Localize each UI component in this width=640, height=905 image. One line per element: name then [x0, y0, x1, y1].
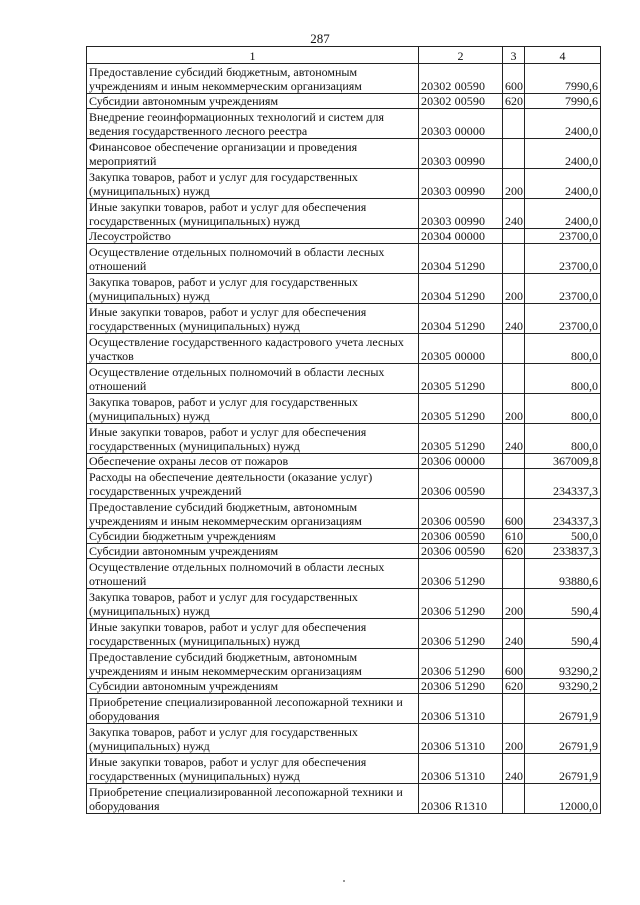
cell-expense-type: [503, 334, 525, 364]
cell-expense-type: 600: [503, 64, 525, 94]
cell-name: Иные закупки товаров, работ и услуг для обеспечения государственных (муниципальных) нужд: [87, 754, 419, 784]
cell-expense-type: 610: [503, 529, 525, 544]
cell-name: Закупка товаров, работ и услуг для государственных (муниципальных) нужд: [87, 724, 419, 754]
table-row: [87, 394, 601, 424]
table-row: [87, 64, 601, 94]
cell-expense-type: [503, 454, 525, 469]
cell-code: 20305 00000: [419, 334, 503, 364]
cell-name: Приобретение специализированной лесопожарной техники и оборудования: [87, 694, 419, 724]
cell-name: Лесоустройство: [87, 229, 419, 244]
table-row: [87, 364, 601, 394]
cell-expense-type: 200: [503, 724, 525, 754]
cell-amount: 800,0: [525, 424, 601, 454]
cell-expense-type: [503, 229, 525, 244]
cell-amount: 800,0: [525, 364, 601, 394]
header-col-1: 1: [87, 47, 419, 64]
table-row: [87, 109, 601, 139]
cell-code: 20306 00000: [419, 454, 503, 469]
cell-code: 20306 00590: [419, 529, 503, 544]
table-row: [87, 589, 601, 619]
cell-expense-type: [503, 244, 525, 274]
cell-expense-type: 240: [503, 304, 525, 334]
cell-amount: 590,4: [525, 589, 601, 619]
cell-code: 20302 00590: [419, 64, 503, 94]
cell-amount: 23700,0: [525, 274, 601, 304]
cell-name: Субсидии бюджетным учреждениям: [87, 529, 419, 544]
cell-expense-type: 600: [503, 649, 525, 679]
cell-expense-type: 620: [503, 679, 525, 694]
cell-name: Закупка товаров, работ и услуг для государственных (муниципальных) нужд: [87, 169, 419, 199]
budget-table: [86, 46, 601, 814]
cell-code: 20303 00990: [419, 139, 503, 169]
cell-amount: 93290,2: [525, 649, 601, 679]
cell-expense-type: [503, 559, 525, 589]
cell-expense-type: 200: [503, 394, 525, 424]
cell-amount: 234337,3: [525, 469, 601, 499]
cell-code: 20303 00990: [419, 169, 503, 199]
cell-amount: 233837,3: [525, 544, 601, 559]
cell-expense-type: 620: [503, 94, 525, 109]
table-row: [87, 244, 601, 274]
cell-name: Осуществление отдельных полномочий в области лесных отношений: [87, 559, 419, 589]
cell-amount: 93880,6: [525, 559, 601, 589]
cell-code: 20306 00590: [419, 469, 503, 499]
cell-code: 20306 R1310: [419, 784, 503, 814]
cell-expense-type: [503, 109, 525, 139]
cell-code: 20305 51290: [419, 424, 503, 454]
cell-name: Субсидии автономным учреждениям: [87, 679, 419, 694]
table-row: [87, 454, 601, 469]
cell-name: Расходы на обеспечение деятельности (оказание услуг) государственных учреждений: [87, 469, 419, 499]
cell-code: 20306 51310: [419, 754, 503, 784]
table-row: [87, 784, 601, 814]
cell-code: 20305 51290: [419, 364, 503, 394]
header-col-3: 3: [503, 47, 525, 64]
cell-code: 20303 00990: [419, 199, 503, 229]
table-row: [87, 469, 601, 499]
table-row: [87, 334, 601, 364]
table-row: [87, 274, 601, 304]
cell-expense-type: 600: [503, 499, 525, 529]
cell-amount: 7990,6: [525, 94, 601, 109]
table-row: [87, 754, 601, 784]
cell-name: Осуществление отдельных полномочий в области лесных отношений: [87, 244, 419, 274]
cell-amount: 500,0: [525, 529, 601, 544]
table-row: [87, 679, 601, 694]
cell-name: Внедрение геоинформационных технологий и систем для ведения государственного лесного реестра: [87, 109, 419, 139]
table-row: [87, 139, 601, 169]
cell-code: 20302 00590: [419, 94, 503, 109]
cell-name: Субсидии автономным учреждениям: [87, 544, 419, 559]
page-number: 287: [310, 31, 330, 46]
table-row: [87, 94, 601, 109]
cell-name: Финансовое обеспечение организации и проведения мероприятий: [87, 139, 419, 169]
cell-code: 20306 00590: [419, 499, 503, 529]
cell-expense-type: [503, 364, 525, 394]
cell-code: 20306 51310: [419, 724, 503, 754]
cell-amount: 2400,0: [525, 169, 601, 199]
table-row: [87, 499, 601, 529]
cell-expense-type: [503, 694, 525, 724]
cell-name: Приобретение специализированной лесопожарной техники и оборудования: [87, 784, 419, 814]
cell-code: 20306 51290: [419, 589, 503, 619]
cell-amount: 590,4: [525, 619, 601, 649]
cell-name: Осуществление отдельных полномочий в области лесных отношений: [87, 364, 419, 394]
table-row: [87, 649, 601, 679]
cell-code: 20306 51290: [419, 559, 503, 589]
header-col-2: 2: [419, 47, 503, 64]
cell-name: Иные закупки товаров, работ и услуг для обеспечения государственных (муниципальных) нужд: [87, 424, 419, 454]
cell-amount: 2400,0: [525, 199, 601, 229]
cell-amount: 367009,8: [525, 454, 601, 469]
cell-amount: 2400,0: [525, 109, 601, 139]
table-row: [87, 169, 601, 199]
cell-expense-type: 240: [503, 754, 525, 784]
table-row: [87, 424, 601, 454]
cell-expense-type: [503, 784, 525, 814]
scan-speck: [343, 880, 345, 882]
cell-code: 20303 00000: [419, 109, 503, 139]
cell-name: Субсидии автономным учреждениям: [87, 94, 419, 109]
cell-name: Закупка товаров, работ и услуг для государственных (муниципальных) нужд: [87, 274, 419, 304]
cell-code: 20306 51290: [419, 619, 503, 649]
cell-amount: 7990,6: [525, 64, 601, 94]
cell-code: 20304 00000: [419, 229, 503, 244]
cell-amount: 23700,0: [525, 229, 601, 244]
cell-expense-type: 200: [503, 169, 525, 199]
cell-name: Закупка товаров, работ и услуг для государственных (муниципальных) нужд: [87, 394, 419, 424]
cell-code: 20306 51290: [419, 649, 503, 679]
cell-name: Предоставление субсидий бюджетным, автономным учреждениям и иным некоммерческим организациям: [87, 649, 419, 679]
cell-code: 20306 51310: [419, 694, 503, 724]
table-row: [87, 619, 601, 649]
cell-name: Осуществление государственного кадастрового учета лесных участков: [87, 334, 419, 364]
cell-amount: 26791,9: [525, 694, 601, 724]
cell-code: 20304 51290: [419, 274, 503, 304]
cell-name: Обеспечение охраны лесов от пожаров: [87, 454, 419, 469]
cell-amount: 26791,9: [525, 724, 601, 754]
budget-table-body: [87, 47, 601, 814]
cell-code: 20306 00590: [419, 544, 503, 559]
cell-expense-type: 240: [503, 424, 525, 454]
cell-name: Иные закупки товаров, работ и услуг для обеспечения государственных (муниципальных) нужд: [87, 304, 419, 334]
cell-amount: 23700,0: [525, 244, 601, 274]
cell-amount: 12000,0: [525, 784, 601, 814]
cell-amount: 93290,2: [525, 679, 601, 694]
cell-expense-type: 200: [503, 589, 525, 619]
table-header-row: [87, 47, 601, 64]
cell-name: Предоставление субсидий бюджетным, автономным учреждениям и иным некоммерческим организациям: [87, 64, 419, 94]
cell-amount: 800,0: [525, 334, 601, 364]
table-row: [87, 724, 601, 754]
cell-code: 20304 51290: [419, 304, 503, 334]
cell-name: Предоставление субсидий бюджетным, автономным учреждениям и иным некоммерческим организациям: [87, 499, 419, 529]
cell-expense-type: 240: [503, 199, 525, 229]
table-row: [87, 229, 601, 244]
cell-amount: 800,0: [525, 394, 601, 424]
cell-code: 20306 51290: [419, 679, 503, 694]
cell-amount: 23700,0: [525, 304, 601, 334]
cell-amount: 26791,9: [525, 754, 601, 784]
cell-expense-type: 620: [503, 544, 525, 559]
table-row: [87, 304, 601, 334]
cell-expense-type: 200: [503, 274, 525, 304]
cell-code: 20304 51290: [419, 244, 503, 274]
cell-expense-type: [503, 139, 525, 169]
cell-expense-type: 240: [503, 619, 525, 649]
table-row: [87, 199, 601, 229]
header-col-4: 4: [525, 47, 601, 64]
table-row: [87, 559, 601, 589]
table-row: [87, 694, 601, 724]
cell-amount: 234337,3: [525, 499, 601, 529]
table-row: [87, 529, 601, 544]
table-row: [87, 544, 601, 559]
cell-amount: 2400,0: [525, 139, 601, 169]
cell-name: Закупка товаров, работ и услуг для государственных (муниципальных) нужд: [87, 589, 419, 619]
cell-expense-type: [503, 469, 525, 499]
cell-name: Иные закупки товаров, работ и услуг для обеспечения государственных (муниципальных) нужд: [87, 619, 419, 649]
cell-name: Иные закупки товаров, работ и услуг для обеспечения государственных (муниципальных) нужд: [87, 199, 419, 229]
cell-code: 20305 51290: [419, 394, 503, 424]
